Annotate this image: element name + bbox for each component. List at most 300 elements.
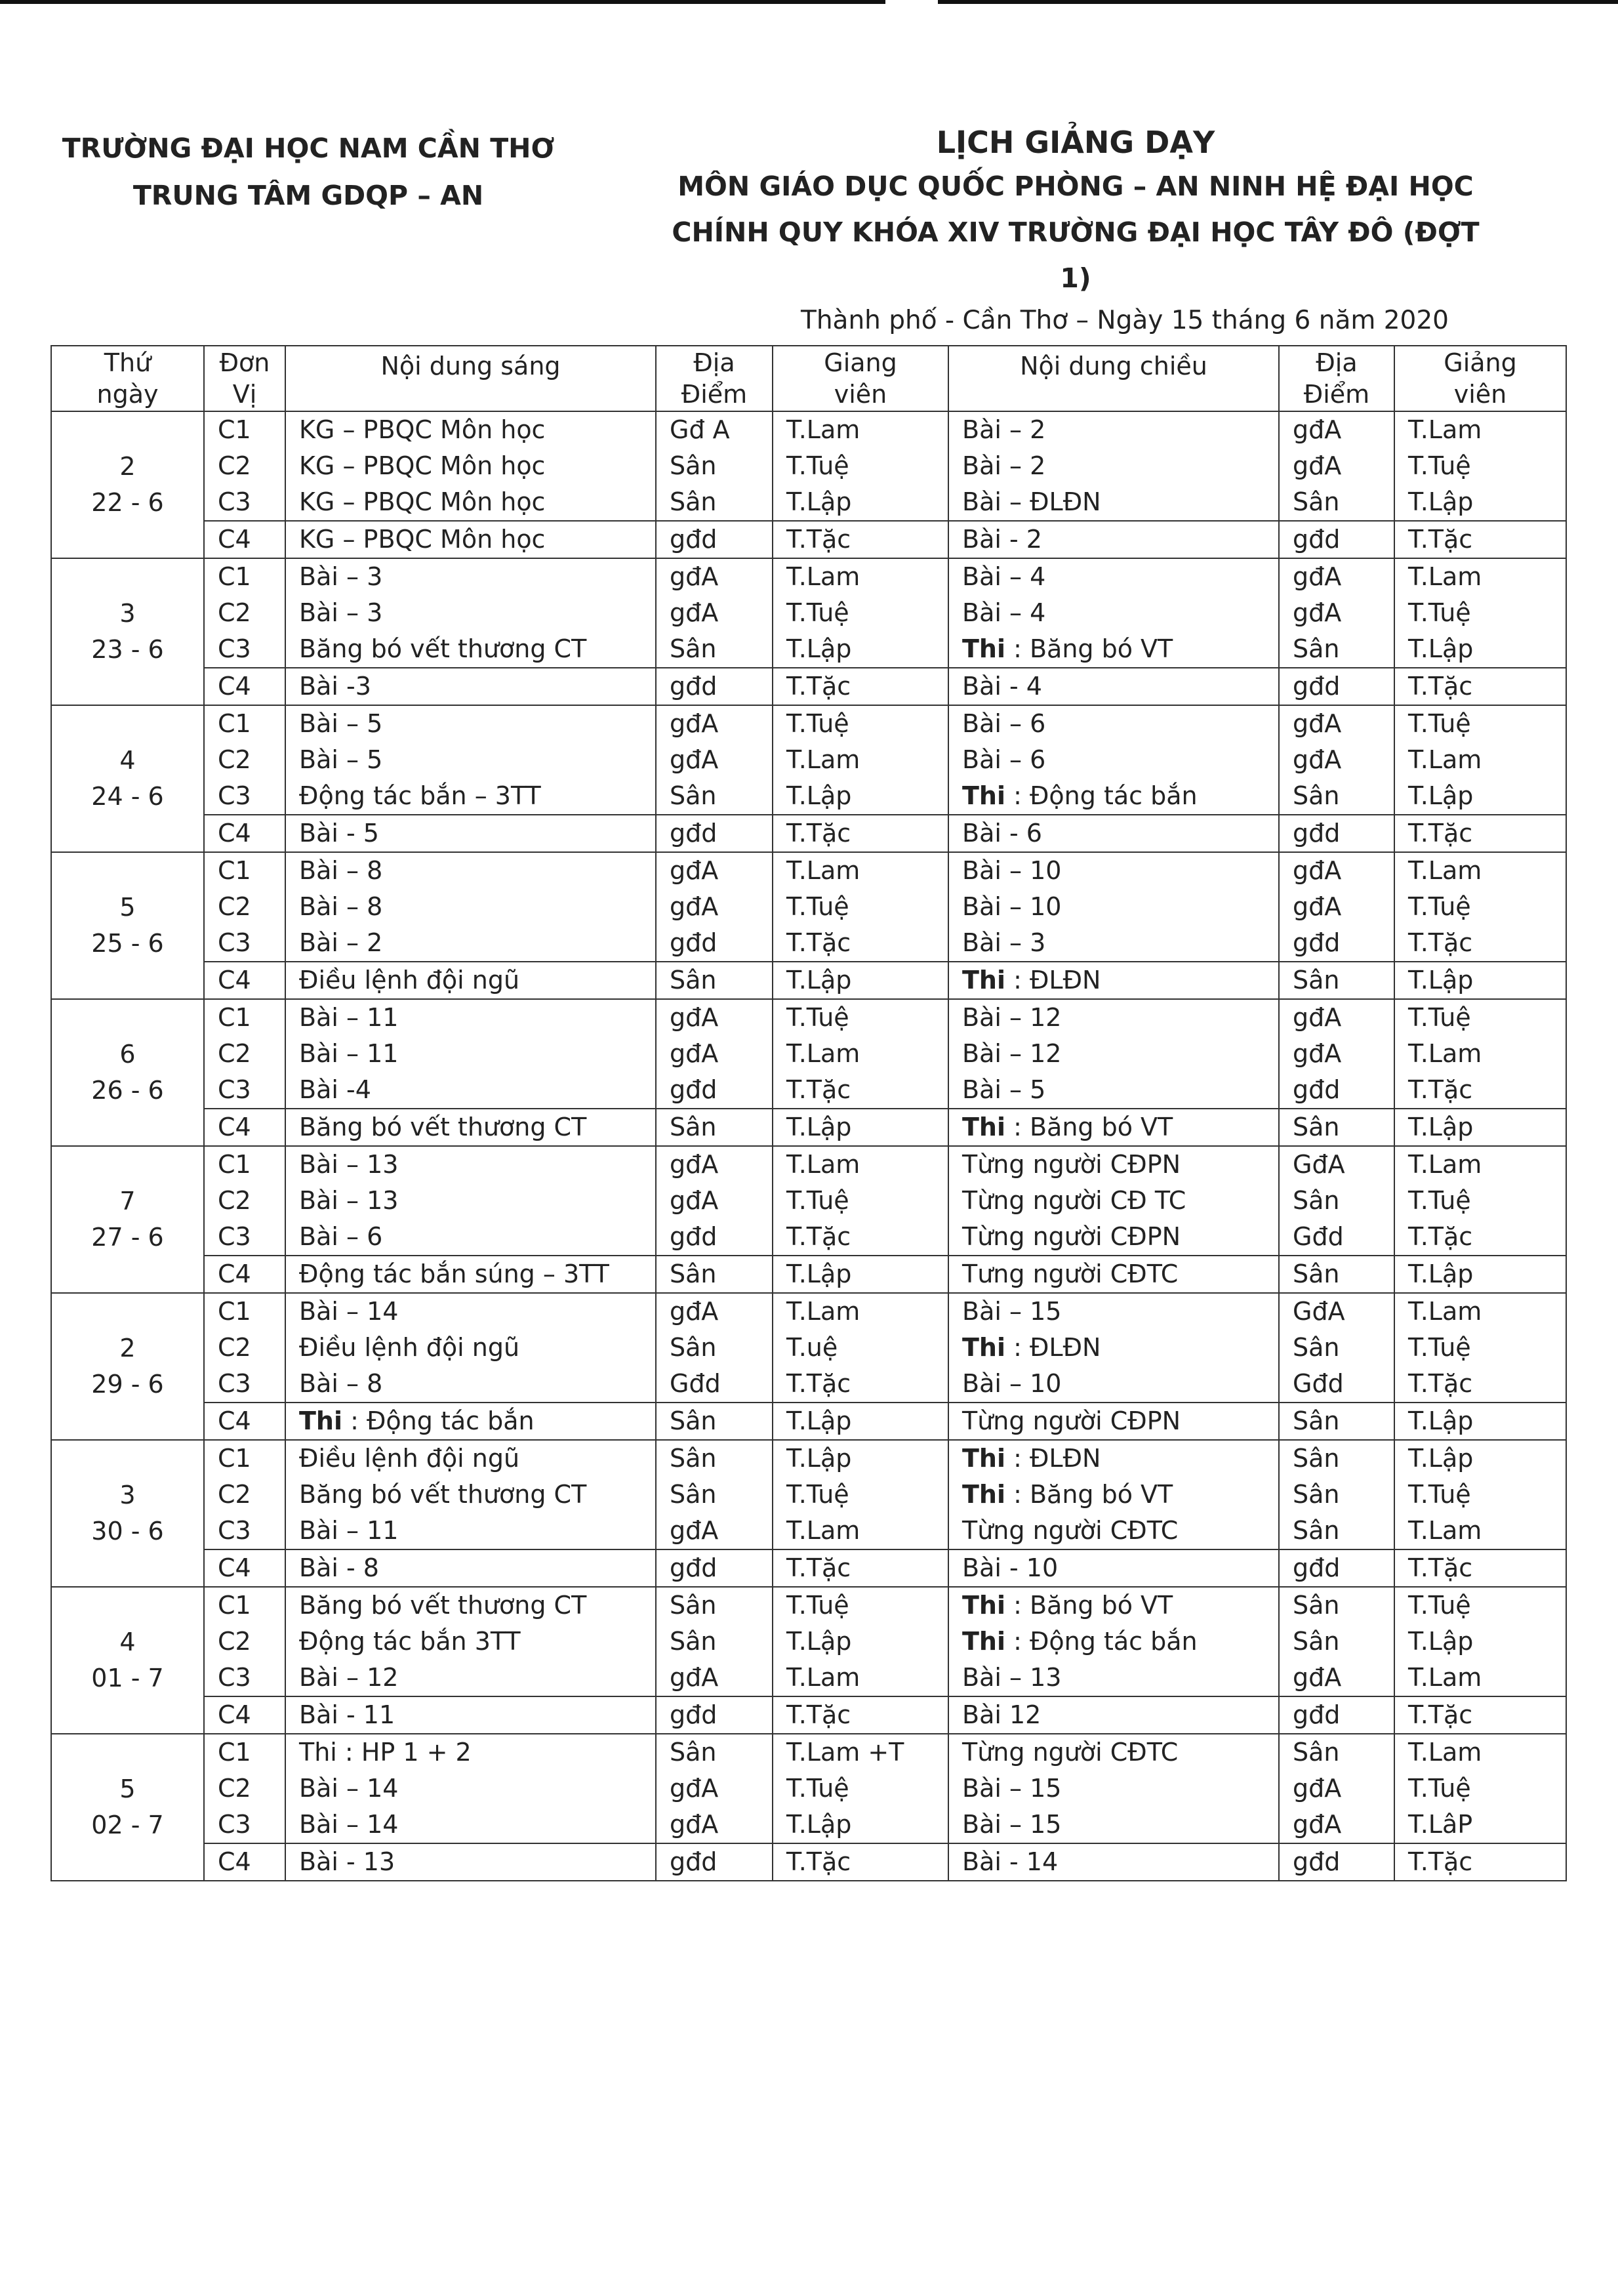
pm-teacher-cell (1394, 1771, 1566, 1807)
table-row (51, 1366, 1566, 1403)
pm-teacher-text: T.Tuệ (1408, 1591, 1471, 1620)
pm-place-cell (1279, 1660, 1394, 1696)
unit-text: C1 (218, 1738, 251, 1767)
am-place-text: gđd (670, 672, 718, 701)
pm-content-text: Bài – 2 (962, 451, 1046, 480)
unit-text: C1 (218, 1444, 251, 1473)
am-place-cell (656, 1330, 773, 1366)
am-place-text: Sân (670, 1406, 717, 1435)
scan-edge-mark (938, 0, 1618, 4)
pm-content-text: Từng người CĐTC (962, 1516, 1179, 1545)
am-place-cell (656, 411, 773, 448)
date: 25 - 6 (91, 929, 164, 958)
unit-text: C4 (218, 966, 251, 994)
pm-teacher-text: T.Tuệ (1408, 1003, 1471, 1032)
am-teacher-cell (773, 1660, 948, 1696)
pm-teacher-text: T.Tặc (1408, 1369, 1473, 1398)
unit-cell (204, 778, 285, 815)
unit-text: C4 (218, 1406, 251, 1435)
unit-cell (204, 521, 285, 558)
pm-content-text: Từng người CĐPN (962, 1406, 1181, 1435)
am-teacher-cell (773, 1771, 948, 1807)
unit-cell (204, 1440, 285, 1477)
table-row (51, 1549, 1566, 1587)
am-place-cell (656, 999, 773, 1036)
pm-content-cell (948, 1549, 1279, 1587)
pm-teacher-text: T.Lam (1408, 415, 1482, 444)
pm-teacher-text: T.Tuệ (1408, 709, 1471, 738)
unit-text: C3 (218, 928, 251, 957)
pm-place-text: gđA (1293, 892, 1342, 921)
am-place-cell (656, 668, 773, 705)
pm-content-text: Bài 12 (962, 1700, 1042, 1729)
unit-cell (204, 1807, 285, 1843)
pm-teacher-cell (1394, 1293, 1566, 1330)
col-header-pm-content: Nội dung chiều (948, 346, 1279, 411)
pm-teacher-cell (1394, 742, 1566, 778)
pm-place-text: Sân (1293, 966, 1340, 994)
weekday: 7 (119, 1187, 136, 1216)
am-place-cell (656, 521, 773, 558)
pm-content-text: Bài - 10 (962, 1553, 1059, 1582)
col-header-pm-place: Địa Điểm (1279, 346, 1394, 411)
unit-cell (204, 1403, 285, 1440)
pm-teacher-cell (1394, 1549, 1566, 1587)
pm-content-cell (948, 1660, 1279, 1696)
am-teacher-text: T.Tuệ (786, 1186, 849, 1215)
pm-content-cell (948, 742, 1279, 778)
pm-content-text: Bài – 6 (962, 709, 1046, 738)
am-content-cell (285, 1513, 656, 1549)
pm-teacher-cell (1394, 925, 1566, 962)
pm-place-cell (1279, 1036, 1394, 1072)
unit-text: C4 (218, 1847, 251, 1876)
pm-place-cell (1279, 962, 1394, 999)
unit-cell (204, 448, 285, 484)
pm-content-cell (948, 925, 1279, 962)
pm-place-text: gđd (1293, 928, 1341, 957)
pm-place-text: Sân (1293, 1260, 1340, 1288)
pm-place-text: Sân (1293, 1591, 1340, 1620)
unit-cell (204, 631, 285, 668)
pm-content-text: Bài - 6 (962, 819, 1042, 848)
am-content-cell (285, 668, 656, 705)
am-teacher-text: T.Lập (786, 1444, 852, 1473)
table-row (51, 1146, 1566, 1183)
am-content-text: Băng bó vết thương CT (299, 1480, 587, 1509)
pm-teacher-cell (1394, 1660, 1566, 1696)
am-content-text: Bài -4 (299, 1075, 371, 1104)
pm-place-text: GđA (1293, 1297, 1345, 1326)
am-teacher-text: T.Lam +T (786, 1738, 904, 1767)
pm-teacher-text: T.Tuệ (1408, 892, 1471, 921)
unit-text: C1 (218, 415, 251, 444)
unit-cell (204, 484, 285, 521)
am-teacher-text: T.Lập (786, 1810, 852, 1839)
table-row (51, 1072, 1566, 1109)
am-teacher-text: T.Tặc (786, 1553, 851, 1582)
pm-teacher-cell (1394, 411, 1566, 448)
am-place-text: gđd (670, 1075, 718, 1104)
am-teacher-cell (773, 962, 948, 999)
date: 01 - 7 (91, 1664, 164, 1692)
pm-place-cell (1279, 668, 1394, 705)
pm-place-cell (1279, 1440, 1394, 1477)
table-row (51, 1219, 1566, 1256)
unit-cell (204, 1771, 285, 1807)
day-cell (51, 1587, 204, 1734)
am-content-cell (285, 1660, 656, 1696)
pm-place-text: gđA (1293, 709, 1342, 738)
pm-content-cell (948, 1256, 1279, 1293)
am-teacher-text: T.Tặc (786, 819, 851, 848)
pm-content-text: Bài – 10 (962, 1369, 1062, 1398)
am-place-cell (656, 1219, 773, 1256)
date: 24 - 6 (91, 782, 164, 811)
am-content-text: Bài – 14 (299, 1774, 399, 1803)
am-teacher-text: T.Lam (786, 415, 860, 444)
pm-teacher-text: T.Tặc (1408, 819, 1473, 848)
am-teacher-cell (773, 1734, 948, 1771)
pm-content-cell (948, 521, 1279, 558)
table-row (51, 1771, 1566, 1807)
pm-place-text: gđd (1293, 1847, 1341, 1876)
am-place-text: Sân (670, 1444, 717, 1473)
am-teacher-cell (773, 1843, 948, 1881)
am-content-cell (285, 1072, 656, 1109)
am-teacher-text: T.Tuệ (786, 1480, 849, 1509)
pm-content-cell (948, 1036, 1279, 1072)
am-place-cell (656, 1366, 773, 1403)
exam-label: Thi (962, 781, 1005, 810)
am-content-text: Bài - 5 (299, 819, 379, 848)
unit-text: C2 (218, 451, 251, 480)
am-content-text: Động tác bắn 3TT (299, 1627, 521, 1656)
am-content-text: Bài – 11 (299, 1039, 399, 1068)
pm-place-cell (1279, 1183, 1394, 1219)
am-content-text: KG – PBQC Môn học (299, 415, 546, 444)
pm-place-text: gđA (1293, 856, 1342, 885)
am-content-cell (285, 631, 656, 668)
am-teacher-cell (773, 1146, 948, 1183)
col-header-am-content: Nội dung sáng (285, 346, 656, 411)
weekday: 6 (119, 1040, 136, 1069)
table-row (51, 558, 1566, 595)
weekday: 3 (119, 1481, 136, 1509)
col-header-am-teacher: Giang viên (773, 346, 948, 411)
am-teacher-text: T.uệ (786, 1333, 838, 1362)
pm-teacher-cell (1394, 1696, 1566, 1734)
unit-text: C3 (218, 1663, 251, 1692)
am-content-cell (285, 1549, 656, 1587)
am-teacher-text: T.Lập (786, 1406, 852, 1435)
table-row (51, 852, 1566, 889)
exam-label: Thi (962, 1591, 1005, 1620)
am-teacher-text: T.Lập (786, 1113, 852, 1141)
am-teacher-cell (773, 999, 948, 1036)
am-content-cell (285, 778, 656, 815)
unit-cell (204, 1513, 285, 1549)
school-name: TRƯỜNG ĐẠI HỌC NAM CẦN THƠ (62, 133, 555, 164)
pm-content-cell (948, 631, 1279, 668)
unit-text: C2 (218, 1480, 251, 1509)
unit-cell (204, 1293, 285, 1330)
am-place-cell (656, 1624, 773, 1660)
pm-teacher-cell (1394, 1477, 1566, 1513)
table-row (51, 631, 1566, 668)
am-content-text: Bài – 14 (299, 1297, 399, 1326)
table-row (51, 778, 1566, 815)
header-row (51, 346, 1566, 411)
pm-place-cell (1279, 1696, 1394, 1734)
pm-teacher-text: T.Lam (1408, 1150, 1482, 1179)
am-teacher-cell (773, 1293, 948, 1330)
pm-teacher-text: T.Lam (1408, 1738, 1482, 1767)
pm-content-text: Từng người CĐTC (962, 1738, 1179, 1767)
pm-place-text: Sân (1293, 1480, 1340, 1509)
document-subtitle-line-1: MÔN GIÁO DỤC QUỐC PHÒNG – AN NINH HỆ ĐẠI HỌC (678, 171, 1474, 202)
unit-text: C3 (218, 487, 251, 516)
pm-place-text: GđA (1293, 1150, 1345, 1179)
am-place-text: Sân (670, 1333, 717, 1362)
unit-cell (204, 1624, 285, 1660)
am-place-text: gđd (670, 1553, 718, 1582)
pm-place-cell (1279, 1513, 1394, 1549)
am-teacher-text: T.Lập (786, 634, 852, 663)
pm-content-text: Từng người CĐPN (962, 1222, 1181, 1251)
pm-place-cell (1279, 1366, 1394, 1403)
am-teacher-cell (773, 411, 948, 448)
am-place-cell (656, 1183, 773, 1219)
am-teacher-cell (773, 668, 948, 705)
am-teacher-text: T.Tặc (786, 928, 851, 957)
pm-place-cell (1279, 1477, 1394, 1513)
pm-teacher-text: T.Tặc (1408, 1075, 1473, 1104)
am-content-text: Băng bó vết thương CT (299, 634, 587, 663)
am-teacher-text: T.Lập (786, 966, 852, 994)
day-cell (51, 1146, 204, 1293)
table-row (51, 411, 1566, 448)
unit-text: C2 (218, 1774, 251, 1803)
pm-teacher-text: T.Lập (1408, 1260, 1474, 1288)
weekday: 2 (119, 452, 136, 481)
am-teacher-text: T.Lam (786, 745, 860, 774)
am-content-text: Bài – 13 (299, 1150, 399, 1179)
pm-place-cell (1279, 1256, 1394, 1293)
am-teacher-cell (773, 521, 948, 558)
unit-text: C4 (218, 1700, 251, 1729)
table-row (51, 1330, 1566, 1366)
table-row (51, 1843, 1566, 1881)
pm-content-cell (948, 1513, 1279, 1549)
am-content-cell (285, 1624, 656, 1660)
pm-teacher-cell (1394, 1366, 1566, 1403)
pm-teacher-text: T.Lập (1408, 781, 1474, 810)
schedule-body (51, 411, 1566, 1881)
table-row (51, 484, 1566, 521)
am-teacher-cell (773, 1219, 948, 1256)
am-content-cell (285, 1183, 656, 1219)
pm-content-cell (948, 1771, 1279, 1807)
pm-teacher-cell (1394, 852, 1566, 889)
weekday: 5 (119, 1774, 136, 1803)
pm-place-text: gđA (1293, 1003, 1342, 1032)
am-content-cell (285, 1109, 656, 1146)
am-place-cell (656, 448, 773, 484)
am-content-text: Bài – 11 (299, 1003, 399, 1032)
unit-text: C3 (218, 1516, 251, 1545)
am-place-text: gđd (670, 819, 718, 848)
am-place-text: gđA (670, 1003, 719, 1032)
pm-content-text: Bài – 10 (962, 856, 1062, 885)
am-content-cell (285, 1330, 656, 1366)
pm-teacher-cell (1394, 1183, 1566, 1219)
pm-teacher-cell (1394, 1330, 1566, 1366)
pm-place-text: Sân (1293, 1738, 1340, 1767)
am-content-text: Bài - 13 (299, 1847, 395, 1876)
pm-content-cell (948, 815, 1279, 852)
pm-teacher-cell (1394, 1807, 1566, 1843)
am-place-text: gđA (670, 1516, 719, 1545)
am-teacher-cell (773, 889, 948, 925)
pm-place-text: gđA (1293, 1774, 1342, 1803)
am-content-cell (285, 962, 656, 999)
pm-content-cell (948, 484, 1279, 521)
am-teacher-text: T.Lam (786, 562, 860, 591)
pm-content-text: Bài – 15 (962, 1297, 1062, 1326)
unit-cell (204, 889, 285, 925)
pm-place-text: gđA (1293, 598, 1342, 627)
am-place-text: Sân (670, 451, 717, 480)
am-place-text: gđd (670, 1222, 718, 1251)
pm-place-text: Sân (1293, 1406, 1340, 1435)
pm-content-text: Từng người CĐ TC (962, 1186, 1186, 1215)
am-content-cell (285, 558, 656, 595)
table-row (51, 1109, 1566, 1146)
table-row (51, 1477, 1566, 1513)
pm-content-cell (948, 668, 1279, 705)
am-place-text: Sân (670, 1113, 717, 1141)
am-content-cell (285, 1477, 656, 1513)
pm-teacher-text: T.Lam (1408, 1516, 1482, 1545)
am-teacher-text: T.Tặc (786, 1700, 851, 1729)
am-teacher-cell (773, 925, 948, 962)
am-place-cell (656, 595, 773, 631)
day-cell (51, 1440, 204, 1587)
am-place-cell (656, 1549, 773, 1587)
am-place-text: Sân (670, 1480, 717, 1509)
pm-teacher-cell (1394, 1440, 1566, 1477)
am-content-cell (285, 1771, 656, 1807)
am-place-text: Sân (670, 1260, 717, 1288)
pm-content-text: : Động tác bắn (1005, 1627, 1198, 1656)
pm-place-cell (1279, 411, 1394, 448)
unit-cell (204, 1843, 285, 1881)
day-cell (51, 999, 204, 1146)
day-cell (51, 1734, 204, 1881)
am-place-text: gđd (670, 1700, 718, 1729)
pm-place-cell (1279, 925, 1394, 962)
table-row (51, 962, 1566, 999)
am-place-cell (656, 1843, 773, 1881)
am-content-text: Bài – 14 (299, 1810, 399, 1839)
am-content-cell (285, 411, 656, 448)
pm-place-cell (1279, 852, 1394, 889)
unit-cell (204, 595, 285, 631)
am-content-text: KG – PBQC Môn học (299, 487, 546, 516)
am-content-cell (285, 705, 656, 742)
pm-place-text: gđA (1293, 745, 1342, 774)
am-place-cell (656, 1403, 773, 1440)
am-place-text: Gđd (670, 1369, 721, 1398)
am-place-cell (656, 925, 773, 962)
date: 26 - 6 (91, 1076, 164, 1105)
weekday: 4 (119, 1628, 136, 1656)
pm-content-cell (948, 595, 1279, 631)
am-place-cell (656, 1660, 773, 1696)
pm-content-cell (948, 962, 1279, 999)
am-place-cell (656, 1293, 773, 1330)
table-row (51, 742, 1566, 778)
am-teacher-text: T.Lam (786, 1039, 860, 1068)
pm-place-text: Gđd (1293, 1369, 1344, 1398)
am-teacher-cell (773, 778, 948, 815)
am-teacher-text: T.Tuệ (786, 1774, 849, 1803)
table-row (51, 448, 1566, 484)
unit-text: C1 (218, 1003, 251, 1032)
pm-teacher-cell (1394, 1072, 1566, 1109)
table-row (51, 1403, 1566, 1440)
unit-cell (204, 1477, 285, 1513)
pm-content-cell (948, 1696, 1279, 1734)
am-place-text: gđA (670, 709, 719, 738)
pm-teacher-cell (1394, 521, 1566, 558)
date: 22 - 6 (91, 488, 164, 517)
col-header-pm-teacher: Giảng viên (1394, 346, 1566, 411)
pm-content-text: Bài - 2 (962, 525, 1042, 554)
am-content-cell (285, 1843, 656, 1881)
am-content-text: Bài – 11 (299, 1516, 399, 1545)
unit-cell (204, 1696, 285, 1734)
pm-teacher-text: T.Tặc (1408, 1553, 1473, 1582)
pm-content-text: Bài – 3 (962, 928, 1046, 957)
pm-content-text: Bài – 4 (962, 562, 1046, 591)
pm-place-text: Sân (1293, 487, 1340, 516)
pm-content-text: Tưng người CĐTC (962, 1260, 1179, 1288)
unit-text: C3 (218, 1222, 251, 1251)
exam-label: Thi (962, 634, 1005, 663)
pm-content-text: : Băng bó VT (1005, 1113, 1173, 1141)
table-row (51, 1256, 1566, 1293)
am-teacher-text: T.Lam (786, 1663, 860, 1692)
pm-content-cell (948, 852, 1279, 889)
pm-content-cell (948, 1843, 1279, 1881)
pm-place-cell (1279, 1771, 1394, 1807)
am-teacher-cell (773, 1549, 948, 1587)
pm-content-text: : Băng bó VT (1005, 634, 1173, 663)
am-content-text: KG – PBQC Môn học (299, 525, 546, 554)
pm-place-cell (1279, 1072, 1394, 1109)
pm-teacher-cell (1394, 815, 1566, 852)
pm-place-text: Sân (1293, 1627, 1340, 1656)
date: 30 - 6 (91, 1517, 164, 1546)
pm-content-cell (948, 1624, 1279, 1660)
pm-teacher-text: T.Lam (1408, 856, 1482, 885)
pm-content-text: Bài – 13 (962, 1663, 1062, 1692)
pm-content-cell (948, 1330, 1279, 1366)
am-place-cell (656, 1587, 773, 1624)
pm-place-text: gđd (1293, 525, 1341, 554)
